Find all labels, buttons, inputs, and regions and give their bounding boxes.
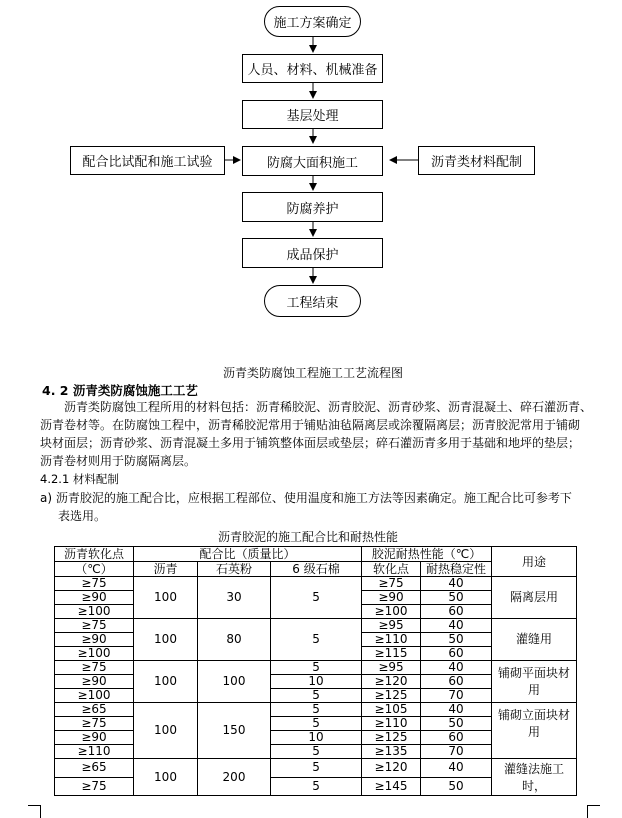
- flow-right-input-node: 沥青类材料配制: [418, 146, 535, 175]
- item-a-line-1: a) 沥青胶泥的施工配合比，应根据工程部位、使用温度和施工方法等因素确定。施工配合比可参考下: [40, 491, 572, 505]
- cell-soft: ≥90: [55, 591, 134, 605]
- cell-stab: 60: [421, 731, 492, 745]
- cell-stab: 40: [421, 703, 492, 717]
- cell-stab: 60: [421, 647, 492, 661]
- cell-sp: ≥75: [362, 577, 421, 591]
- cell-asbestos: 5: [271, 777, 362, 796]
- flow-left-input-node: 配合比试配和施工试验: [70, 146, 225, 175]
- header-softening-unit: （℃）: [55, 562, 134, 577]
- cell-sp: ≥135: [362, 745, 421, 759]
- cell-sp: ≥115: [362, 647, 421, 661]
- mix-ratio-table: [54, 546, 577, 796]
- header-mix-ratio: 配合比（质量比）: [134, 547, 362, 562]
- cell-sp: ≥125: [362, 689, 421, 703]
- flow-protect-node: 成品保护: [242, 238, 383, 268]
- paragraph-line-3: 块材面层；沥青砂浆、沥青混凝土多用于铺筑整体面层或垫层；碎石灌沥青多用于基础和地坪的垫层；: [40, 436, 581, 450]
- cell-use: 隔离层用: [492, 577, 577, 619]
- cell-asbestos: 5: [271, 661, 362, 675]
- section-heading: 4. 2 沥青类防腐蚀施工工艺: [42, 383, 198, 398]
- header-softening: 软化点: [362, 562, 421, 577]
- cell-stab: 70: [421, 689, 492, 703]
- cell-asbestos: 5: [271, 759, 362, 778]
- header-stability: 耐热稳定性: [421, 562, 492, 577]
- cell-stab: 40: [421, 577, 492, 591]
- cell-use: 灌缝法施工时，: [492, 759, 577, 796]
- cell-use: 铺砌立面块材用: [492, 703, 577, 759]
- cell-soft: ≥100: [55, 647, 134, 661]
- flow-prep-node: 人员、材料、机械准备: [242, 54, 383, 83]
- cell-stab: 40: [421, 759, 492, 778]
- paragraph-line-1: 沥青类防腐蚀工程所用的材料包括：沥青稀胶泥、沥青胶泥、沥青砂浆、沥青混凝土、碎石灌沥青、: [64, 400, 593, 414]
- paragraph-line-2: 沥青卷材等。在防腐蚀工程中，沥青稀胶泥常用于铺贴油毡隔离层或涂覆隔离层；沥青胶泥常用于铺砌: [40, 418, 581, 432]
- cell-soft: ≥75: [55, 661, 134, 675]
- cell-asphalt: 100: [134, 577, 198, 619]
- cell-stab: 60: [421, 605, 492, 619]
- cell-quartz: 150: [198, 703, 271, 759]
- cell-sp: ≥110: [362, 633, 421, 647]
- cell-quartz: 200: [198, 759, 271, 796]
- cell-soft: ≥65: [55, 703, 134, 717]
- cell-use: 灌缝用: [492, 619, 577, 661]
- page-corner-mark-left: [28, 805, 41, 818]
- table-title: 沥青胶泥的施工配合比和耐热性能: [218, 530, 399, 544]
- cell-soft: ≥90: [55, 731, 134, 745]
- header-use: 用途: [492, 547, 577, 577]
- cell-use: 铺砌平面块材用: [492, 661, 577, 703]
- page-corner-mark-right: [587, 805, 600, 818]
- cell-soft: ≥100: [55, 605, 134, 619]
- cell-stab: 40: [421, 619, 492, 633]
- table-row: [55, 759, 577, 778]
- paragraph-line-4: 沥青卷材则用于防腐隔离层。: [40, 454, 197, 468]
- table-row: [55, 703, 577, 717]
- cell-asbestos: 10: [271, 731, 362, 745]
- cell-sp: ≥95: [362, 661, 421, 675]
- cell-soft: ≥90: [55, 633, 134, 647]
- cell-sp: ≥145: [362, 777, 421, 796]
- cell-soft: ≥110: [55, 745, 134, 759]
- cell-soft: ≥100: [55, 689, 134, 703]
- cell-asbestos: 5: [271, 745, 362, 759]
- cell-asphalt: 100: [134, 759, 198, 796]
- cell-sp: ≥125: [362, 731, 421, 745]
- cell-quartz: 80: [198, 619, 271, 661]
- cell-asphalt: 100: [134, 661, 198, 703]
- cell-sp: ≥95: [362, 619, 421, 633]
- cell-sp: ≥120: [362, 675, 421, 689]
- header-quartz: 石英粉: [198, 562, 271, 577]
- flow-start-node: 施工方案确定: [264, 6, 361, 37]
- figure-caption: 沥青类防腐蚀工程施工工艺流程图: [223, 366, 404, 380]
- cell-stab: 50: [421, 633, 492, 647]
- cell-soft: ≥75: [55, 619, 134, 633]
- cell-quartz: 100: [198, 661, 271, 703]
- cell-asbestos: 5: [271, 717, 362, 731]
- cell-soft: ≥75: [55, 717, 134, 731]
- header-softening-point: 沥青软化点: [55, 547, 134, 562]
- table-row: [55, 619, 577, 633]
- cell-sp: ≥90: [362, 591, 421, 605]
- cell-soft: ≥75: [55, 577, 134, 591]
- cell-asphalt: 100: [134, 619, 198, 661]
- cell-asbestos: 5: [271, 703, 362, 717]
- header-asbestos: 6 级石棉: [271, 562, 362, 577]
- cell-asbestos: 5: [271, 619, 362, 661]
- cell-stab: 50: [421, 591, 492, 605]
- cell-soft: ≥65: [55, 759, 134, 778]
- item-a-line-2: 表选用。: [58, 509, 107, 523]
- cell-asphalt: 100: [134, 703, 198, 759]
- cell-stab: 50: [421, 777, 492, 796]
- cell-asbestos: 10: [271, 675, 362, 689]
- cell-asbestos: 5: [271, 577, 362, 619]
- subsection-heading: 4.2.1 材料配制: [40, 472, 119, 486]
- cell-soft: ≥75: [55, 777, 134, 796]
- flow-base-node: 基层处理: [242, 100, 383, 129]
- cell-stab: 60: [421, 675, 492, 689]
- cell-sp: ≥100: [362, 605, 421, 619]
- cell-sp: ≥110: [362, 717, 421, 731]
- cell-stab: 40: [421, 661, 492, 675]
- cell-asbestos: 5: [271, 689, 362, 703]
- cell-soft: ≥90: [55, 675, 134, 689]
- flow-cure-node: 防腐养护: [242, 192, 383, 222]
- cell-stab: 70: [421, 745, 492, 759]
- cell-sp: ≥120: [362, 759, 421, 778]
- flow-end-node: 工程结束: [264, 285, 361, 317]
- cell-quartz: 30: [198, 577, 271, 619]
- table-row: [55, 577, 577, 591]
- cell-stab: 50: [421, 717, 492, 731]
- header-heat-resistance: 胶泥耐热性能（℃）: [362, 547, 492, 562]
- header-asphalt: 沥青: [134, 562, 198, 577]
- cell-sp: ≥105: [362, 703, 421, 717]
- table-row: [55, 661, 577, 675]
- flow-center-node: 防腐大面积施工: [242, 146, 383, 176]
